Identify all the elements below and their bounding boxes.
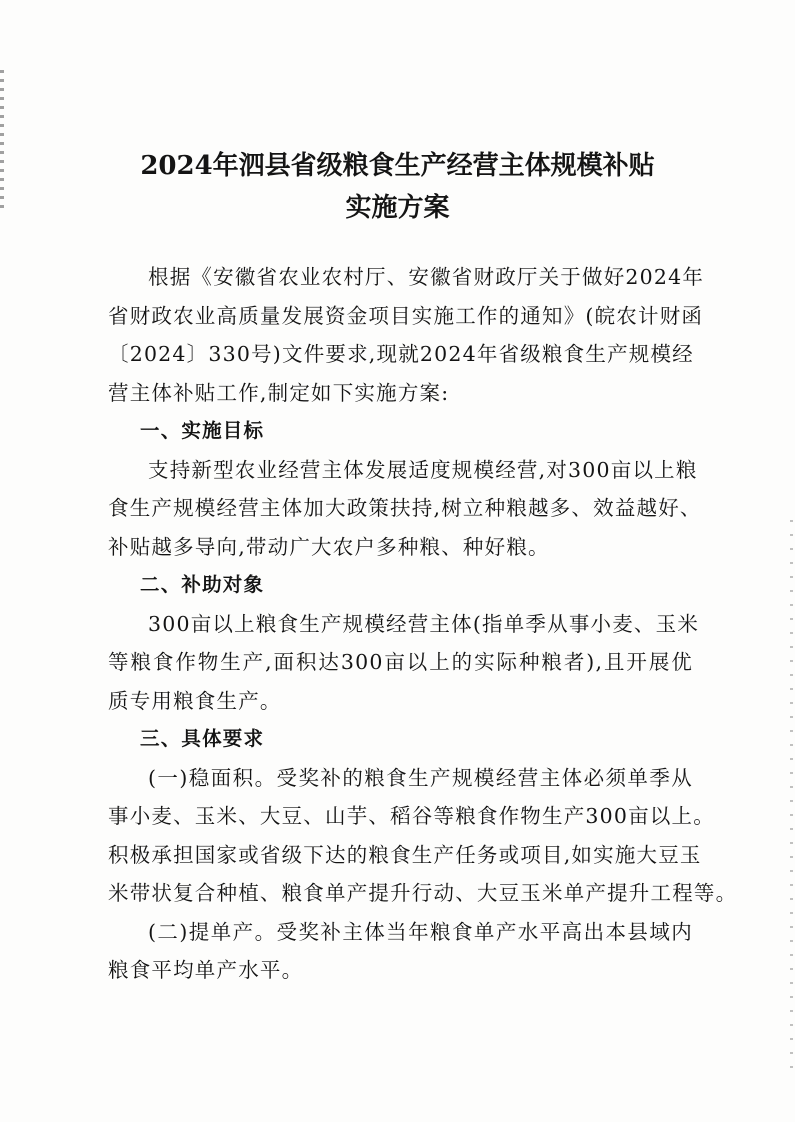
section-2-heading: 二、补助对象 bbox=[140, 573, 265, 596]
intro-line-3: 〔2024〕330号)文件要求,现就2024年省级粮食生产规模经 bbox=[108, 342, 694, 366]
section-1-line-1: 支持新型农业经营主体发展适度规模经营,对300亩以上粮 bbox=[148, 457, 698, 482]
section-1-heading: 一、实施目标 bbox=[140, 419, 265, 442]
section-2-line-2: 等粮食作物生产,面积达300亩以上的实际种粮者),且开展优 bbox=[108, 650, 693, 674]
section-3-item-2-line-2: 粮食平均单产水平。 bbox=[108, 958, 304, 982]
section-3-item-1-line-1: (一)稳面积。受奖补的粮食生产规模经营主体必须单季从 bbox=[148, 765, 693, 790]
section-1-line-2: 食生产规模经营主体加大政策扶持,树立种粮越多、效益越好、 bbox=[108, 496, 702, 520]
intro-line-4: 营主体补贴工作,制定如下实施方案: bbox=[108, 380, 450, 405]
section-2-line-1: 300亩以上粮食生产规模经营主体(指单季从事小麦、玉米 bbox=[148, 611, 700, 636]
section-3-item-2-line-1: (二)提单产。受奖补主体当年粮食单产水平高出本县域内 bbox=[148, 919, 693, 944]
intro-line-1: 根据《安徽省农业农村厅、安徽省财政厅关于做好2024年 bbox=[148, 265, 705, 289]
section-1-line-3: 补贴越多导向,带动广大农户多种粮、种好粮。 bbox=[108, 534, 550, 559]
section-2-line-3: 质专用粮食生产。 bbox=[108, 688, 282, 713]
document-title-line-2: 实施方案 bbox=[345, 193, 450, 223]
section-3-item-1-line-4: 米带状复合种植、粮食单产提升行动、大豆玉米单产提升工程等。 bbox=[108, 881, 738, 905]
section-3-heading: 三、具体要求 bbox=[140, 727, 265, 750]
scan-edge-mark-right bbox=[790, 520, 793, 1080]
document-title-line-1: 2024年泗县省级粮食生产经营主体规模补贴 bbox=[140, 151, 655, 181]
section-3-item-1-line-3: 积极承担国家或省级下达的粮食生产任务或项目,如实施大豆玉 bbox=[108, 842, 702, 867]
document-body bbox=[108, 258, 738, 990]
intro-line-2: 省财政农业高质量发展资金项目实施工作的通知》(皖农计财函 bbox=[108, 303, 704, 328]
scan-edge-mark-left bbox=[0, 70, 4, 210]
section-3-item-1-line-2: 事小麦、玉米、大豆、山芋、稻谷等粮食作物生产300亩以上。 bbox=[108, 804, 715, 828]
